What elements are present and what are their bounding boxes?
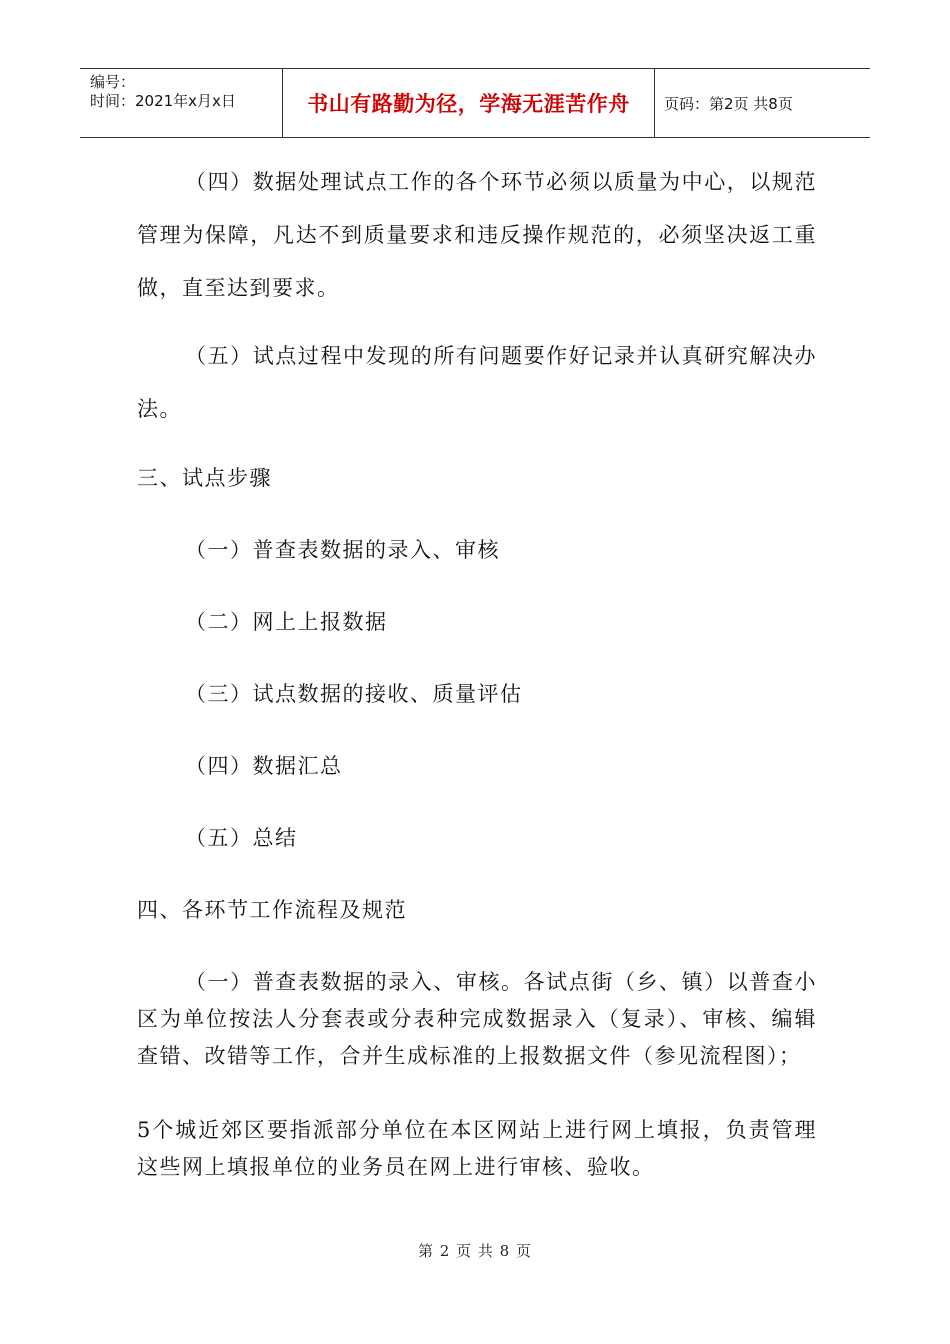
header-motto: 书山有路勤为径，学海无涯苦作舟 [283, 69, 655, 137]
step-item-5: （五）总结 [185, 826, 298, 850]
step-item-4: （四）数据汇总 [185, 754, 343, 778]
header-meta [80, 69, 283, 137]
header-page-info: 页码：第2页 共8页 [664, 94, 793, 113]
paragraph-problem-recording: （五）试点过程中发现的所有问题要作好记录并认真研究解决办法。 [137, 344, 817, 421]
step-item-1: （一）普查表数据的录入、审核 [185, 538, 500, 562]
section-heading-workflow: 四、各环节工作流程及规范 [137, 898, 407, 922]
page-footer: 第 2 页 共 8 页 [418, 1242, 532, 1260]
section-heading-trial-steps: 三、试点步骤 [137, 466, 272, 490]
step-item-2: （二）网上上报数据 [185, 610, 388, 634]
document-number-label: 编号： [90, 73, 136, 91]
page-header [80, 68, 870, 138]
document-time-label: 时间：2021年x月x日 [90, 92, 236, 110]
paragraph-online-reporting: 5个城近郊区要指派部分单位在本区网站上进行网上填报，负责管理这些网上填报单位的业务员在网上进行审核、验收。 [137, 1118, 817, 1179]
step-item-3: （三）试点数据的接收、质量评估 [185, 682, 523, 706]
paragraph-data-entry: （一）普查表数据的录入、审核。各试点街（乡、镇）以普查小区为单位按法人分套表或分表种完成数据录入（复录）、审核、编辑查错、改错等工作，合并生成标准的上报数据文件（参见流程图）； [137, 970, 817, 1068]
paragraph-quality-requirement: （四）数据处理试点工作的各个环节必须以质量为中心，以规范管理为保障，凡达不到质量要求和违反操作规范的，必须坚决返工重做，直至达到要求。 [137, 170, 817, 300]
